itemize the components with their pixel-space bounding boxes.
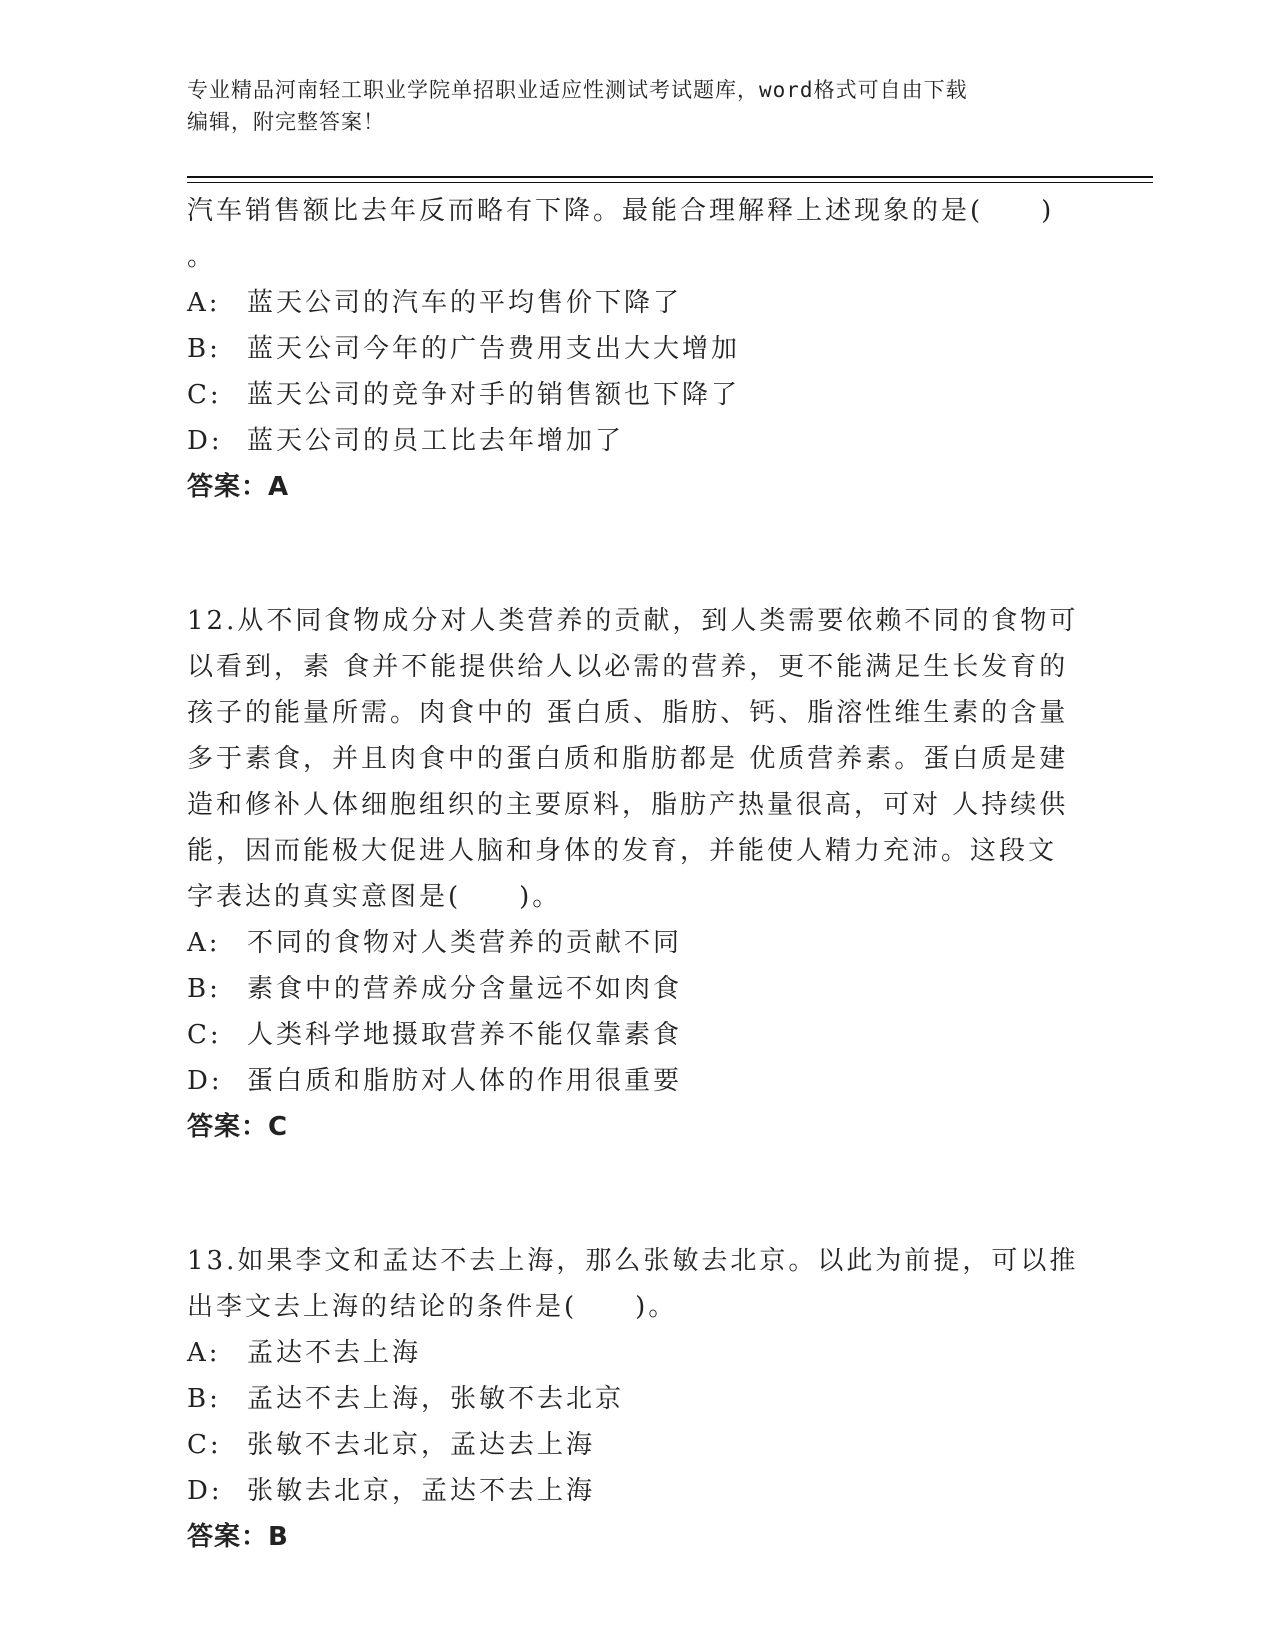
answer: 答案：A bbox=[187, 472, 290, 502]
question-text-line: 以看到，素 食并不能提供给人以必需的营养，更不能满足生长发育的 bbox=[187, 652, 1069, 682]
header-divider bbox=[187, 176, 1153, 178]
option-d: D: 蛋白质和脂肪对人体的作用很重要 bbox=[187, 1066, 683, 1096]
question-text-line: 多于素食，并且肉食中的蛋白质和脂肪都是 优质营养素。蛋白质是建 bbox=[187, 744, 1069, 774]
question-11 bbox=[187, 188, 1077, 510]
question-text-line: 出李文去上海的结论的条件是( )。 bbox=[187, 1292, 678, 1322]
question-text-line: 13.如果李文和孟达不去上海，那么张敏去北京。以此为前提，可以推 bbox=[187, 1246, 1079, 1276]
option-a: A: 不同的食物对人类营养的贡献不同 bbox=[187, 928, 683, 958]
question-text-line: 。 bbox=[187, 242, 217, 272]
option-b: B: 蓝天公司今年的广告费用支出大大增加 bbox=[187, 334, 741, 364]
option-d: D: 张敏去北京，孟达不去上海 bbox=[187, 1476, 596, 1506]
header-divider-thin bbox=[187, 182, 1153, 183]
option-b: B: 孟达不去上海，张敏不去北京 bbox=[187, 1384, 625, 1414]
header-line-2: 编辑，附完整答案！ bbox=[187, 110, 385, 134]
question-text-line: 造和修补人体细胞组织的主要原料，脂肪产热量很高，可对 人持续供 bbox=[187, 790, 1069, 820]
option-b: B: 素食中的营养成分含量远不如肉食 bbox=[187, 974, 683, 1004]
option-a: A: 蓝天公司的汽车的平均售价下降了 bbox=[187, 288, 683, 318]
answer: 答案：C bbox=[187, 1112, 289, 1142]
option-c: C: 蓝天公司的竞争对手的销售额也下降了 bbox=[187, 380, 741, 410]
option-a: A: 孟达不去上海 bbox=[187, 1338, 422, 1368]
question-text-line: 字表达的真实意图是( )。 bbox=[187, 882, 562, 912]
question-13 bbox=[187, 1238, 1077, 1560]
answer: 答案：B bbox=[187, 1522, 289, 1552]
question-text-line: 孩子的能量所需。肉食中的 蛋白质、脂肪、钙、脂溶性维生素的含量 bbox=[187, 698, 1069, 728]
question-text-line: 汽车销售额比去年反而略有下降。最能合理解释上述现象的是( ) bbox=[187, 196, 1055, 226]
document-header bbox=[187, 74, 1067, 138]
question-12 bbox=[187, 598, 1077, 1150]
question-text-line: 能，因而能极大促进人脑和身体的发育，并能使人精力充沛。这段文 bbox=[187, 836, 1058, 866]
option-d: D: 蓝天公司的员工比去年增加了 bbox=[187, 426, 625, 456]
header-line-1: 专业精品河南轻工职业学院单招职业适应性测试考试题库，word格式可自由下载 bbox=[187, 78, 968, 102]
option-c: C: 人类科学地摄取营养不能仅靠素食 bbox=[187, 1020, 683, 1050]
question-text-line: 12.从不同食物成分对人类营养的贡献，到人类需要依赖不同的食物可 bbox=[187, 606, 1079, 636]
option-c: C: 张敏不去北京，孟达去上海 bbox=[187, 1430, 596, 1460]
document-body bbox=[187, 188, 1077, 1560]
